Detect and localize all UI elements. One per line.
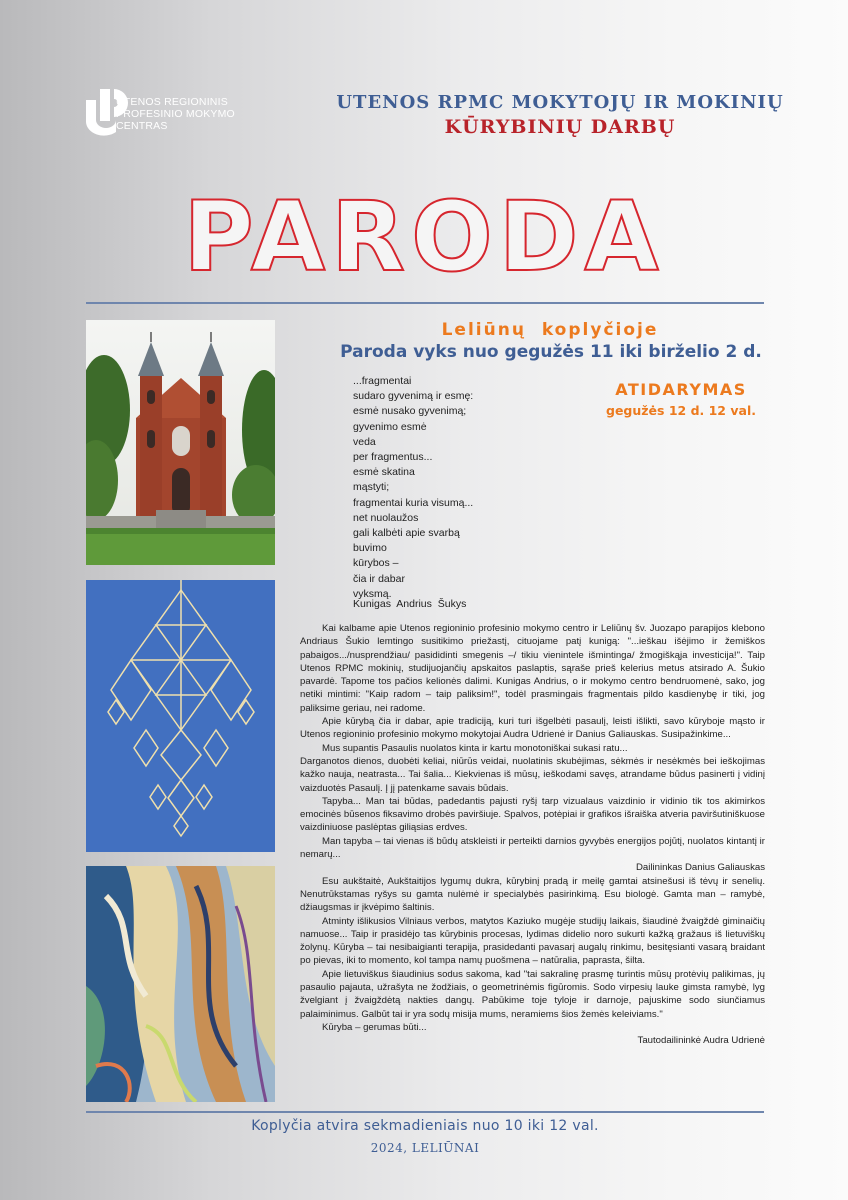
folk-artist-signature: Tautodailininkė Audra Udrienė <box>637 1035 765 1047</box>
poem-author: Kunigas Andrius Šukys <box>353 598 467 610</box>
paragraph: Apie kūrybą čia ir dabar, apie tradiciją, kuri turi išgelbėti pasaulį, leisti išlikti, savo kūryboje mąsto ir Utenos regioninio profesinio mokymo mokytojai Audra Udrienė ir Danius Galiauskas. Susipažinkime... <box>300 716 765 741</box>
page-title: PARODA <box>183 181 665 293</box>
poem-line: esmė skatina <box>353 466 415 479</box>
church-photo <box>86 320 275 565</box>
opening-label: ATIDARYMAS <box>615 380 747 399</box>
exhibition-dates: Paroda vyks nuo gegužės 11 iki birželio 2 d. <box>340 342 762 362</box>
paragraph: Mus supantis Pasaulis nuolatos kinta ir kartu monotoniškai sukasi ratu... <box>322 742 628 754</box>
header-line-2: KŪRYBINIŲ DARBŲ <box>444 116 676 138</box>
poem-line: sudaro gyvenimą ir esmę: <box>353 390 474 403</box>
poem-line: per fragmentus... <box>353 451 433 464</box>
venue-heading: Leliūnų koplyčioje <box>441 320 659 340</box>
opening-hours: Koplyčia atvira sekmadieniais nuo 10 iki 12 val. <box>251 1118 599 1134</box>
year-place: 2024, LELIŪNAI <box>370 1141 480 1155</box>
paragraph: Kai kalbame apie Utenos regioninio profesinio mokymo centro ir Leliūnų šv. Juozapo parapijos klebono Andriaus Šukio lemtingo susitikimo priežastį, cituojame patį kunigą: "...ieškau išėjimo ir žemiškos pabaigos.../nusprendžiau/ pasididinti smegenis –/ tikiu vienintele išmintinga/ žmogiškąja investicija!". Taip Utenos RPMC mokinių, studijuojančių apskaitos paslaptis, sąraše prieš kelerius metus atsirado A. Šukio pavardė. Tapome tos pačios kelionės dalimi. Kunigas Andrius, o ir mokymo centro bendruomenė, sako, jog netiki mintimi: "Kaip radom – taip paliksim!", todėl prasmingais fragmentais pildo kasdienybę ir tiki, jog paliksime geriau, nei radome. <box>300 623 765 714</box>
logo-line-2: PROFESINIO MOKYMO <box>116 108 235 120</box>
poem-line: mąstyti; <box>353 481 390 494</box>
painting-photo <box>86 866 275 1102</box>
poem-line: vyksmą. <box>353 587 392 600</box>
poem-line: fragmentai kuria visumą... <box>353 496 474 509</box>
poem-line: gali kalbėti apie svarbą <box>353 527 460 540</box>
poem-line: čia ir dabar <box>353 572 405 585</box>
poem-line: esmė nusako gyvenimą; <box>353 405 467 418</box>
poem <box>353 374 473 602</box>
logo-text <box>116 96 235 132</box>
poem-line: kūrybos – <box>353 557 399 570</box>
opening-time: gegužės 12 d. 12 val. <box>606 403 756 418</box>
logo-line-3: CENTRAS <box>116 120 168 132</box>
paragraph: Esu aukštaitė, Aukštaitijos lygumų dukra, kūrybinį pradą ir meilę gamtai atsinešusi iš tėvų ir senelių. Nenutrūkstamas ryšys su gamta nulėmė ir specialybės pasirinkimą. Esu biologė. Gamta man – ramybė, džiaugsmas ir įkvėpimo šaltinis. <box>300 875 765 914</box>
header-line-1: UTENOS RPMC MOKYTOJŲ IR MOKINIŲ <box>336 92 784 113</box>
paragraph: Tapyba... Man tai būdas, padedantis pajusti ryšį tarp vizualaus vaizdinio ir vidinio tik tos akimirkos emocinės būsenos fiksavimo drobės paviršiuje. Spalvos, potėpiai ir grafikos išraiška atveria paviršutiniškuose vaizdiniuose paslėptas giliąsias erdves. <box>300 795 765 834</box>
divider-top <box>86 302 764 304</box>
divider-bottom <box>86 1111 764 1113</box>
poem-line: ...fragmentai <box>353 375 412 387</box>
paragraph: Apie lietuviškus šiaudinius sodus sakoma, kad "tai sakralinę prasmę turintis mūsų protėvių palikimas, jų pasaulio pajauta, užrašyta ne žodžiais, o geometrinėmis figūromis. Sodo virpesių lauke gimsta ramybė, lyg žvelgiant į žvaigždėtą nakties dangų. Pabūkime toje tyloje ir darnoje, pajuskime sodo siunčiamus palaiminimus. Galbūt tai ir yra sodų misija mums, neramiems šios žemės keleiviams." <box>300 968 765 1020</box>
poem-line: buvimo <box>353 542 387 555</box>
poem-line: veda <box>353 435 376 448</box>
paragraph: Man tapyba – tai vienas iš būdų atskleisti ir perteikti darnios gyvybės energijos pojūtį, nuolatos kintantį ir nemarų... <box>300 835 765 861</box>
painter-signature: Dailininkas Danius Galiauskas <box>635 862 765 874</box>
poem-line: gyvenimo esmė <box>353 420 427 433</box>
article-body <box>300 622 765 1048</box>
paragraph: Darganotos dienos, duobėti keliai, niūrūs veidai, nuolatinis skubėjimas, sėkmės ir nesėkmės bei ieškojimas kažko nauja, neatrasta... Tai šalia... Kiekvienas iš mūsų, ieškodami savęs, atrandame būdus pasinerti į vidinį vaizduotės Pasaulį. Į jį patenkame savais būdais. <box>300 755 765 794</box>
paragraph: Atminty išlikusios Vilniaus verbos, matytos Kaziuko mugėje studijų laikais, šiaudinė žvaigždė giminaičių namuose... Taip ir prasidėjo tas kūrybinis procesas, lydimas didelio noro sukurti kažką gražaus iš lietuviškų žolynų. Kūryba – tai nesibaigianti terapija, prasidedanti pavasarį augalų rinkimu, besitęsianti vasarą braidant po pievas, iki to momento, kol tampa namų puošmena – natūralia, paprasta, šilta. <box>300 915 765 967</box>
logo-line-1: UTENOS REGIONINIS <box>116 96 228 108</box>
poem-line: net nuolaužos <box>353 511 419 524</box>
paragraph: Kūryba – gerumas būti... <box>322 1021 427 1033</box>
straw-garden-photo <box>86 580 275 852</box>
